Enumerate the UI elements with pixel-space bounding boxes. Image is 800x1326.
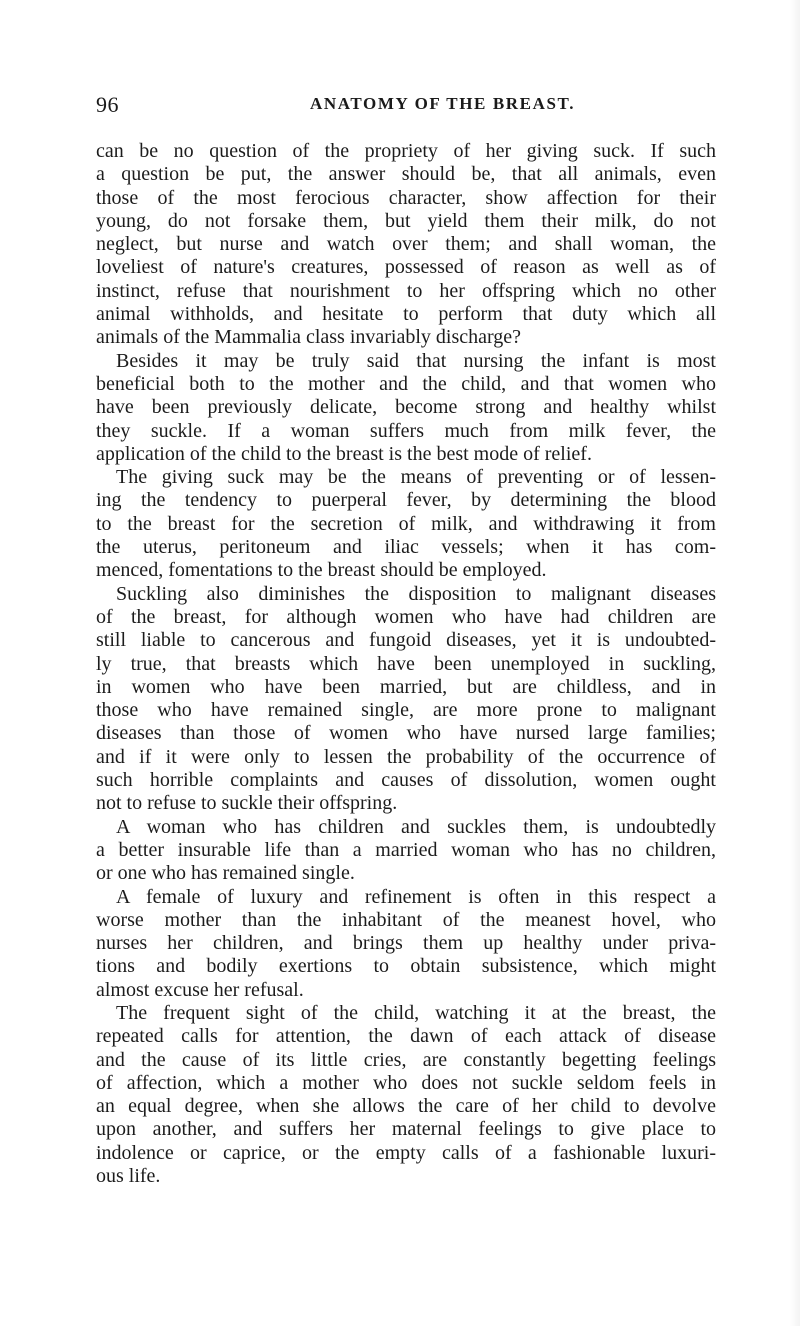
paragraph xyxy=(96,816,716,886)
text-line: still liable to cancerous and fungoid diseases, yet it is undoubted- xyxy=(96,629,716,652)
text-line: beneficial both to the mother and the child, and that women who xyxy=(96,372,716,395)
text-line: tions and bodily exertions to obtain subsistence, which might xyxy=(96,955,716,978)
text-line: animals of the Mammalia class invariably discharge? xyxy=(96,326,522,349)
body-text xyxy=(96,140,716,1188)
text-line: in women who have been married, but are childless, and in xyxy=(96,675,716,698)
text-line: Besides it may be truly said that nursing the infant is most xyxy=(116,349,716,372)
text-line: ous life. xyxy=(96,1165,161,1188)
text-line: Suckling also diminishes the disposition to malignant diseases xyxy=(116,582,716,605)
text-line: neglect, but nurse and watch over them; and shall woman, the xyxy=(96,233,716,256)
paragraph xyxy=(96,140,716,350)
text-line: such horrible complaints and causes of dissolution, women ought xyxy=(96,769,716,792)
page-header xyxy=(96,92,736,122)
text-line: a question be put, the answer should be, that all animals, even xyxy=(96,163,716,186)
text-line: instinct, refuse that nourishment to her offspring which no other xyxy=(96,279,716,302)
text-line: they suckle. If a woman suffers much from milk fever, the xyxy=(96,419,716,442)
text-line: indolence or caprice, or the empty calls of a fashionable luxuri- xyxy=(96,1141,716,1164)
text-line: The giving suck may be the means of preventing or of lessen- xyxy=(116,466,716,489)
page-edge-shadow xyxy=(790,0,800,1326)
text-line: menced, fomentations to the breast should be employed. xyxy=(96,559,547,582)
text-line: worse mother than the inhabitant of the meanest hovel, who xyxy=(96,908,716,931)
text-line: a better insurable life than a married woman who has no children, xyxy=(96,838,716,861)
paragraph xyxy=(96,583,716,816)
paragraph xyxy=(96,350,716,466)
text-line: of the breast, for although women who have had children are xyxy=(96,605,716,628)
text-line: those who have remained single, are more prone to malignant xyxy=(96,699,716,722)
paragraph xyxy=(96,466,716,582)
text-line: A female of luxury and refinement is often in this respect a xyxy=(116,885,716,908)
text-line: ly true, that breasts which have been unemployed in suckling, xyxy=(96,652,716,675)
paragraph xyxy=(96,1002,716,1188)
text-line: ing the tendency to puerperal fever, by determining the blood xyxy=(96,489,716,512)
text-line: of affection, which a mother who does not suckle seldom feels in xyxy=(96,1071,716,1094)
text-line: nurses her children, and brings them up healthy under priva- xyxy=(96,932,716,955)
text-line: animal withholds, and hesitate to perform that duty which all xyxy=(96,303,716,326)
text-line: young, do not forsake them, but yield them their milk, do not xyxy=(96,209,716,232)
text-line: diseases than those of women who have nursed large families; xyxy=(96,722,716,745)
text-line: and the cause of its little cries, are constantly begetting feelings xyxy=(96,1048,716,1071)
text-line: application of the child to the breast is the best mode of relief. xyxy=(96,442,592,465)
text-line: the uterus, peritoneum and iliac vessels; when it has com- xyxy=(96,536,716,559)
text-line: almost excuse her refusal. xyxy=(96,978,304,1001)
text-line: upon another, and suffers her maternal feelings to give place to xyxy=(96,1118,716,1141)
text-line: have been previously delicate, become strong and healthy whilst xyxy=(96,396,716,419)
text-line: an equal degree, when she allows the care of her child to devolve xyxy=(96,1095,716,1118)
text-line: A woman who has children and suckles them, is undoubtedly xyxy=(116,815,716,838)
page-number: 96 xyxy=(96,92,119,117)
paragraph xyxy=(96,886,716,1002)
text-line: or one who has remained single. xyxy=(96,862,355,885)
text-line: not to refuse to suckle their offspring. xyxy=(96,792,398,815)
text-line: loveliest of nature's creatures, possessed of reason as well as of xyxy=(96,256,716,279)
running-head: ANATOMY OF THE BREAST. xyxy=(310,94,576,113)
text-line: repeated calls for attention, the dawn of each attack of disease xyxy=(96,1025,716,1048)
text-line: and if it were only to lessen the probability of the occurrence of xyxy=(96,745,716,768)
text-line: can be no question of the propriety of her giving suck. If such xyxy=(96,140,716,162)
text-line: to the breast for the secretion of milk, and withdrawing it from xyxy=(96,512,716,535)
text-line: The frequent sight of the child, watching it at the breast, the xyxy=(116,1001,716,1024)
text-line: those of the most ferocious character, show affection for their xyxy=(96,186,716,209)
